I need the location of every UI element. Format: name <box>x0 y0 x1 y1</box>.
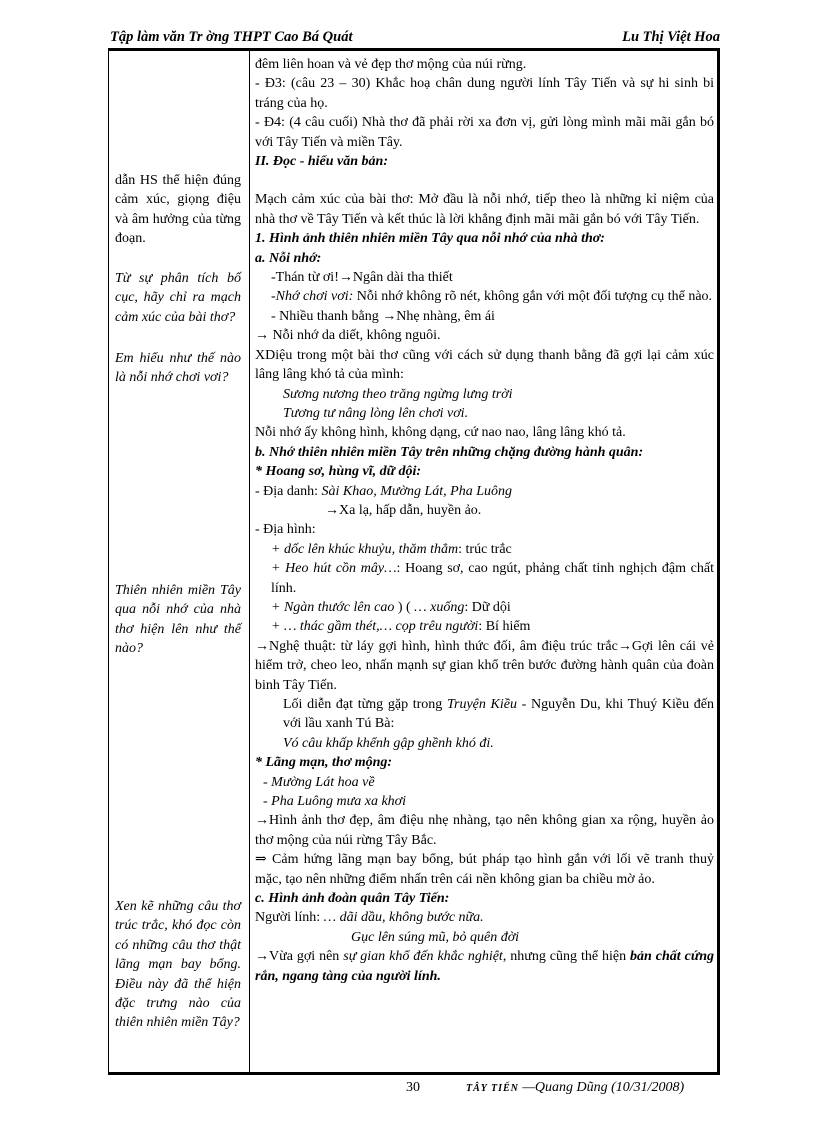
left-question-3: Em hiểu như thế nào là nỗi nhớ chơi vơi? <box>115 351 241 386</box>
column-divider <box>249 51 250 1072</box>
line: -Thán từ ơi!→Ngân dài tha thiết <box>271 270 453 286</box>
line: →Vừa gợi nên sự gian khổ đến khắc nghiệt, nhưng cũng thể hiện bản chất cứng rắn, ngang tàng của người lính. <box>255 949 714 984</box>
line: - Đ4: (4 câu cuối) Nhà thơ đã phải rời xa đơn vị, gửi lòng mình mãi mãi gắn bó với Tây Tiến và miền Tây. <box>255 115 714 150</box>
line: + Ngàn thước lên cao ) ( … xuống: Dữ dội <box>271 599 511 615</box>
line: Lối diễn đạt từng gặp trong Truyện Kiều - Nguyễn Du, khi Thuý Kiều đến với lầu xanh Tú Bà: <box>283 697 714 732</box>
subsection-heading: a. Nỗi nhớ: <box>255 250 322 266</box>
line: + … thác gầm thét,… cọp trêu người: Bí hiểm <box>271 619 531 635</box>
line: đêm liên hoan và vẻ đẹp thơ mộng của núi rừng. <box>255 57 527 72</box>
section-heading: II. Đọc - hiểu văn bản: <box>255 154 389 170</box>
header-left: Tập làm văn Tr ờng THPT Cao Bá Quát <box>110 29 353 45</box>
line: ⇒ Cảm hứng lãng mạn bay bổng, bút pháp tạo hình gắn với lối vẽ tranh thuỷ mặc, tạo nên những điểm nhấn trên cái nền không gian ba chiều mờ ảo. <box>255 852 714 887</box>
line: Nỗi nhớ ấy không hình, không dạng, cứ nao nao, lâng lâng khó tả. <box>255 425 626 441</box>
subsection-heading: * Hoang sơ, hùng vĩ, dữ dội: <box>255 464 422 480</box>
arrow-icon: → <box>255 949 269 965</box>
arrow-icon: → <box>338 270 353 286</box>
line: Người lính: … dãi dầu, không bước nữa. <box>255 910 484 926</box>
subsection-heading: b. Nhớ thiên nhiên miền Tây trên những chặng đường hành quân: <box>255 444 644 460</box>
left-question-4: Thiên nhiên miền Tây qua nỗi nhớ của nhà thơ hiện lên như thế nào? <box>115 583 241 657</box>
line: →Xa lạ, hấp dẫn, huyền ảo. <box>325 502 482 518</box>
content-column <box>255 55 714 986</box>
verse: Gục lên súng mũ, bỏ quên đời <box>351 929 520 945</box>
arrow-icon: → <box>325 502 339 518</box>
line: - Đ3: (câu 23 – 30) Khắc hoạ chân dung người lính Tây Tiến và sự hi sinh bi tráng của họ. <box>255 76 714 111</box>
line: →Hình ảnh thơ đẹp, âm điệu nhẹ nhàng, tạo nên không gian xa rộng, huyền ảo thơ mộng của núi rừng Tây Bắc. <box>255 813 714 848</box>
line: - Nhiều thanh bằng →Nhẹ nhàng, êm ái <box>271 308 495 324</box>
arrow-icon: → <box>255 813 269 829</box>
subsection-heading: * Lãng mạn, thơ mộng: <box>255 755 393 771</box>
line: →Nghệ thuật: từ láy gợi hình, hình thức đối, âm điệu trúc trắc→Gợi lên cái vẻ hiểm trở, cheo leo, nhấn mạnh sự gian khổ trên bước đường hành quân của đoàn binh Tây Tiến. <box>255 638 714 693</box>
left-question-2: Từ sự phân tích bố cục, hãy chỉ ra mạch cảm xúc của bài thơ? <box>115 271 241 325</box>
line: + dốc lên khúc khuỷu, thăm thẳm: trúc trắc <box>271 541 512 557</box>
line: XDiệu trong một bài thơ cũng với cách sử dụng thanh bằng đã gợi lại cảm xúc lâng lâng khó tả của mình: <box>255 347 714 383</box>
line: - Địa danh: Sài Khao, Mường Lát, Pha Luông <box>255 483 512 499</box>
double-arrow-icon: ⇒ <box>255 852 267 868</box>
header-right: Lu Thị Việt Hoa <box>622 29 720 45</box>
line: - Pha Luông mưa xa khơi <box>263 794 407 810</box>
arrow-icon: → <box>617 638 632 654</box>
line: + Heo hút cồn mây…: Hoang sơ, cao ngút, phảng chất tinh nghịch đậm chất lính. <box>271 561 714 596</box>
line: Mạch cảm xúc của bài thơ: Mở đầu là nỗi nhớ, tiếp theo là những kỉ niệm của nhà thơ về Tây Tiến và kết thúc là lời khẳng định mãi mãi gắn bó với Tây Tiến. <box>255 192 714 227</box>
verse: Sương nương theo trăng ngừng lưng trời <box>283 386 513 402</box>
arrow-icon: → <box>255 328 269 344</box>
footer-note: TÂY TIẾN —Quang Dũng (10/31/2008) <box>466 1080 685 1095</box>
verse: Tương tư nâng lòng lên chơi vơi. <box>283 405 469 421</box>
page-header <box>108 28 720 50</box>
line: -Nhớ chơi vơi: Nỗi nhớ không rõ nét, không gắn với một đối tượng cụ thể nào. <box>271 289 713 305</box>
line: - Mường Lát hoa về <box>263 774 375 790</box>
subsection-heading: c. Hình ảnh đoàn quân Tây Tiến: <box>255 891 450 907</box>
page-number: 30 <box>406 1080 420 1095</box>
subsection-heading: 1. Hình ảnh thiên nhiên miền Tây qua nỗi nhớ của nhà thơ: <box>255 231 605 247</box>
left-question-5: Xen kẽ những câu thơ trúc trắc, khó đọc còn có những câu thơ thật lãng mạn bay bổng. Điều này đã thể hiện đặc trưng nào của thiên nhiên miền Tây? <box>115 899 241 1031</box>
left-note-1: dẫn HS thể hiện đúng cảm xúc, giọng điệu và âm hưởng của từng đoạn. <box>115 173 241 247</box>
line: → Nỗi nhớ da diết, không nguôi. <box>255 328 441 344</box>
arrow-icon: → <box>382 308 397 324</box>
lesson-table <box>108 50 720 1073</box>
arrow-icon: → <box>255 638 269 654</box>
page-footer <box>108 1073 720 1101</box>
verse: Vó câu khấp khểnh gập ghềnh khó đi. <box>283 735 494 751</box>
line: - Địa hình: <box>255 522 316 538</box>
